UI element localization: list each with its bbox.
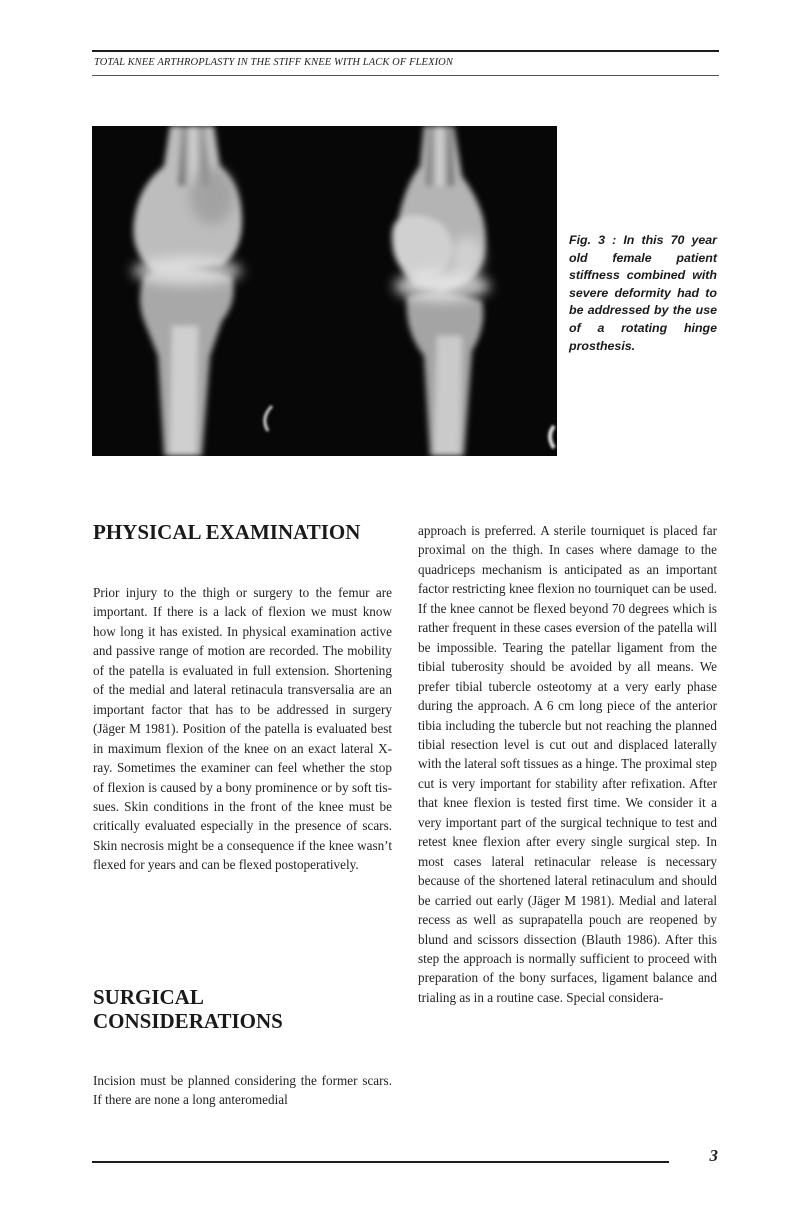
- physical-examination-paragraph: Prior injury to the thigh or surgery to the femur are important. If there is a lack of flexion we must know how long it has existed. In physical examination active and passive range of motion are recorded. The mobility of the patella is evaluated in full extension. Shortening of the medial and lateral retinacula transversalia are an important factor that has to be addressed in surgery (Jäger M 1981). Position of the patella is evaluated best in maximum flexion of the knee on an exact lateral X-ray. Sometimes the examiner can feel whether the stop of flexion is caused by a bony prominence or by soft tissues. Skin conditions in the front of the knee must be critically evaluated especially in the presence of scars. Skin necrosis might be a consequence if the knee wasn’t flexed for years and can be flexed postoperatively.: [93, 585, 392, 873]
- surgical-considerations-paragraph-intro: Incision must be planned considering the former scars. If there are none a long anteromedial: [93, 1073, 392, 1108]
- heading-physical-examination: PHYSICAL EXAMINATION: [93, 520, 361, 544]
- top-rule: [92, 50, 719, 52]
- knee-xray-image: [92, 126, 557, 456]
- surgical-considerations-paragraph-continued: approach is preferred. A sterile tourniquet is placed far proximal on the thigh. In cases where damage to the quadriceps mechanism is anticipated as an important factor restricting knee flexion no tourniquet can be used. If the knee cannot be flexed beyond 70 degrees which is rather frequent in these cases eversion of the patella will be impossible. Tearing the patellar ligament from the tibial tuberosity should be avoided by all means. We prefer tibial tubercle osteotomy at a very early phase during the approach. A 6 cm long piece of the anterior tibia including the tubercle but not reaching the planned tibial resection level is cut out and displaced laterally with the lateral soft tissues as a hinge. The proximal step cut is very important for stability after refixation. After that knee flexion is tested first time. We consider it a very important part of the surgical technique to test and retest knee flexion after every single surgical step. In most cases lateral retinacular release is necessary because of the shortened lateral retinaculum and should be carried out early (Jäger M 1981). Medial and lateral recess as well as suprapatella pouch are reopened by blund and scissors dissection (Blauth 1986). After this step the approach is normally sufficient to proceed with preparation of the bony surfaces, ligament balance and trialing as in a routine case. Special considera-: [418, 523, 717, 1005]
- heading-surgical-considerations: SURGICAL CONSIDERATIONS: [93, 985, 283, 1033]
- running-head-underline: [92, 75, 719, 76]
- running-head: TOTAL KNEE ARTHROPLASTY IN THE STIFF KNEE WITH LACK OF FLEXION: [94, 57, 453, 68]
- figure-caption: Fig. 3 : In this 70 year old female patient stiffness combined with severe deformity had to be addressed by the use of a rotating hinge prosthesis.: [569, 233, 717, 353]
- bottom-rule: [92, 1161, 669, 1163]
- page-number: 3: [709, 1146, 718, 1165]
